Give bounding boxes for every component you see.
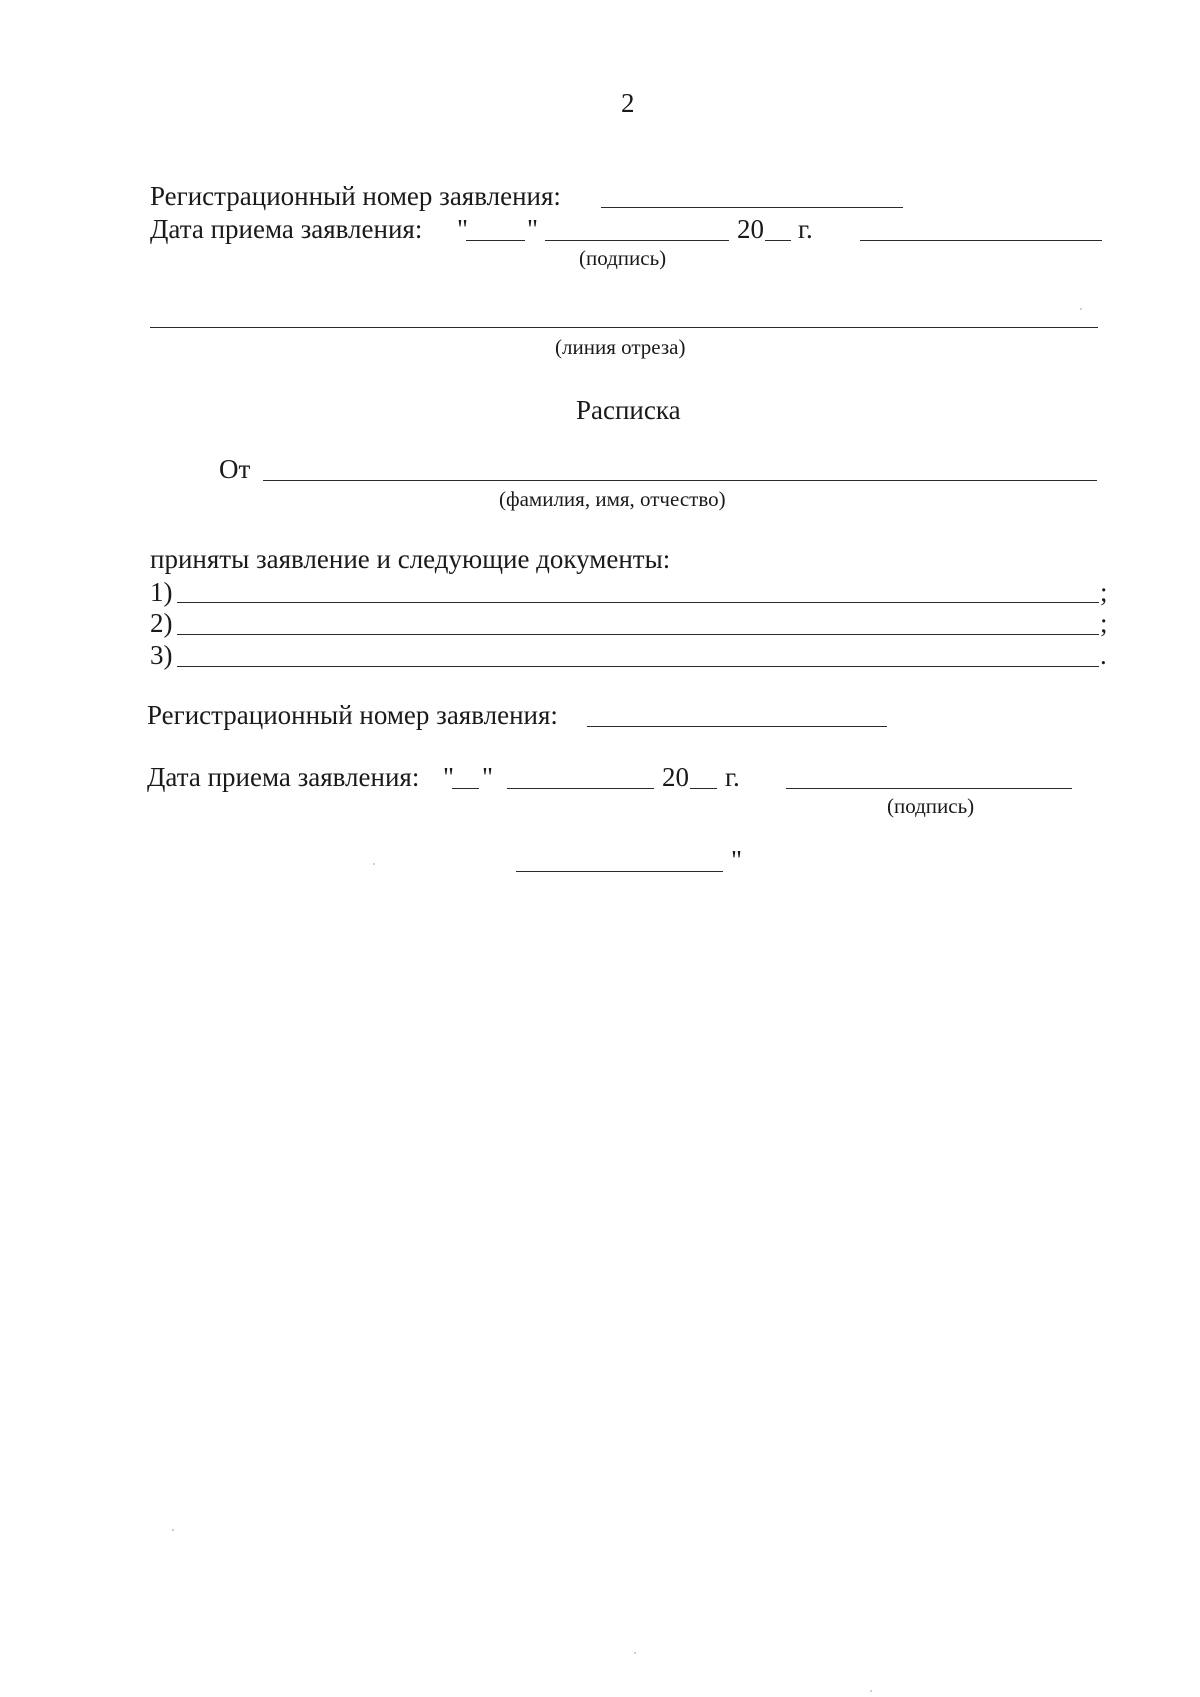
date-year-prefix: 20 bbox=[737, 214, 764, 244]
date-year-suffix: г. bbox=[798, 214, 813, 244]
date-day-field[interactable] bbox=[466, 240, 525, 241]
date-month-field[interactable] bbox=[545, 240, 729, 241]
document-1-end: ; bbox=[1100, 577, 1108, 607]
scan-speck bbox=[870, 1690, 872, 1692]
receipt-date-label: Дата приема заявления: bbox=[147, 762, 420, 792]
date-year-field[interactable] bbox=[765, 240, 791, 241]
receipt-signature-field[interactable] bbox=[786, 788, 1072, 789]
document-3-field[interactable] bbox=[177, 666, 1099, 667]
signature-field[interactable] bbox=[860, 240, 1102, 241]
reg-number-label: Регистрационный номер заявления: bbox=[150, 181, 561, 211]
date-label: Дата приема заявления: bbox=[150, 214, 423, 244]
scan-speck bbox=[373, 863, 375, 865]
accepted-text: приняты заявление и следующие документы: bbox=[150, 544, 671, 574]
cut-line-caption: (линия отреза) bbox=[555, 335, 686, 359]
receipt-date-day-field[interactable] bbox=[452, 788, 479, 789]
bottom-quote: " bbox=[731, 845, 743, 875]
page-number: 2 bbox=[621, 88, 635, 118]
receipt-reg-number-field[interactable] bbox=[587, 726, 887, 727]
receipt-date-year-suffix: г. bbox=[725, 762, 740, 792]
from-caption: (фамилия, имя, отчество) bbox=[499, 487, 726, 511]
receipt-date-year-prefix: 20 bbox=[662, 762, 689, 792]
bottom-blank-field[interactable] bbox=[516, 871, 723, 872]
document-3-end: . bbox=[1100, 640, 1107, 670]
receipt-date-quote-close: " bbox=[482, 762, 494, 792]
reg-number-field[interactable] bbox=[601, 207, 903, 208]
document-2-number: 2) bbox=[150, 608, 173, 638]
document-1-number: 1) bbox=[150, 577, 173, 607]
receipt-date-month-field[interactable] bbox=[507, 788, 654, 789]
scan-speck bbox=[1080, 308, 1082, 310]
document-3-number: 3) bbox=[150, 640, 173, 670]
cut-line bbox=[150, 327, 1098, 328]
scan-speck bbox=[634, 1652, 636, 1654]
receipt-date-quote-open: " bbox=[443, 762, 455, 792]
receipt-signature-caption: (подпись) bbox=[887, 794, 975, 818]
from-name-field[interactable] bbox=[263, 480, 1097, 481]
document-1-field[interactable] bbox=[177, 602, 1099, 603]
document-2-field[interactable] bbox=[177, 634, 1099, 635]
receipt-reg-number-label: Регистрационный номер заявления: bbox=[147, 700, 558, 730]
receipt-date-year-field[interactable] bbox=[690, 788, 717, 789]
date-quote-open: " bbox=[457, 214, 469, 244]
document-2-end: ; bbox=[1100, 608, 1108, 638]
scan-speck bbox=[172, 1529, 174, 1531]
from-label: От bbox=[219, 454, 251, 484]
signature-caption: (подпись) bbox=[579, 246, 667, 270]
receipt-title: Расписка bbox=[576, 395, 681, 425]
date-quote-close: " bbox=[527, 214, 539, 244]
